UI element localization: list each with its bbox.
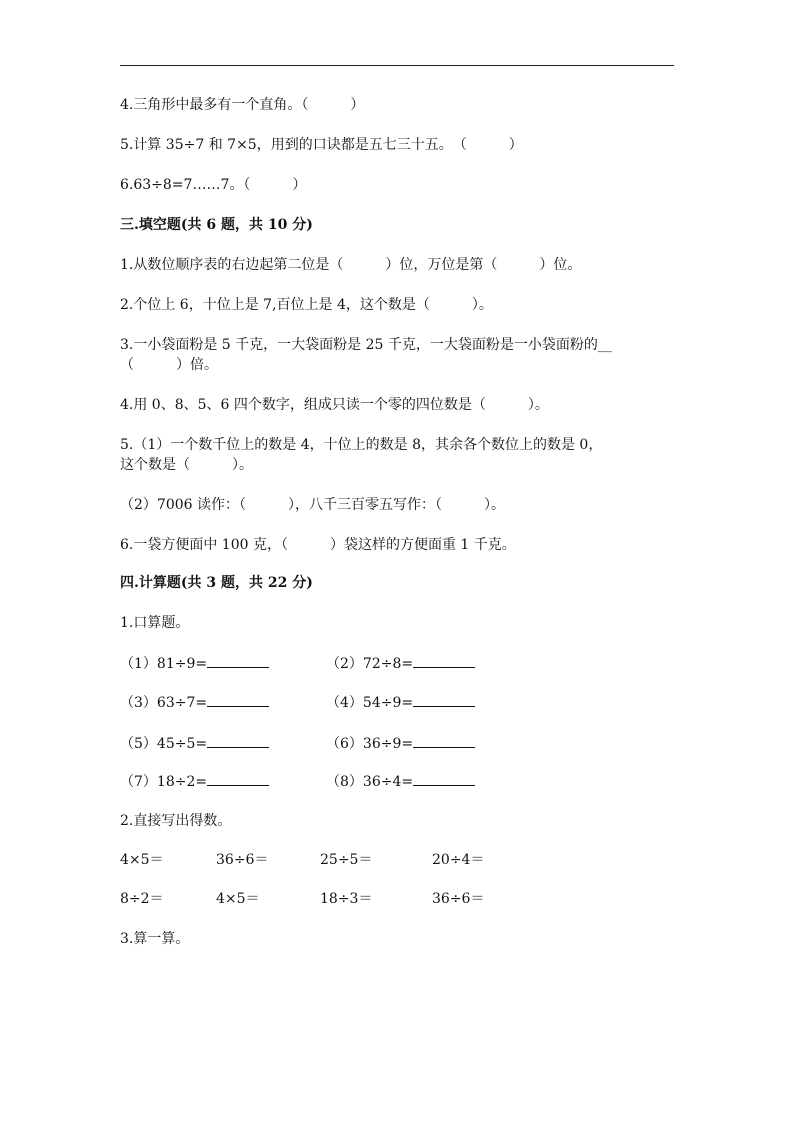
fill-q3-line2: （ ）倍。 (120, 357, 218, 373)
oral-expression: （4）54÷9= (326, 695, 414, 711)
fill-q5-line1: 5.（1）一个数千位上的数是 4，十位上的数是 8，其余各个数位上的数是 0， (120, 437, 603, 453)
calc-q2-title: 2.直接写出得数。 (120, 813, 232, 829)
answer-blank[interactable] (207, 653, 269, 668)
oral-item (120, 653, 269, 674)
answer-blank[interactable] (413, 771, 475, 786)
fill-q1: 1.从数位顺序表的右边起第二位是（ ）位，万位是第（ ）位。 (120, 257, 582, 273)
oral-expression: （2）72÷8= (326, 656, 414, 672)
oral-expression: （6）36÷9= (326, 736, 414, 752)
direct-item: 36÷6＝ (216, 852, 269, 868)
header-rule (120, 65, 674, 66)
judgement-q6: 6.63÷8=7……7。（ ） (120, 177, 307, 193)
answer-blank[interactable] (413, 653, 475, 668)
judgement-q4: 4.三角形中最多有一个直角。（ ） (120, 97, 365, 113)
answer-blank[interactable] (413, 692, 475, 707)
oral-item (120, 733, 269, 754)
fill-q4: 4.用 0、8、5、6 四个数字，组成只读一个零的四位数是（ ）。 (120, 397, 549, 413)
fill-q3-line1: 3.一小袋面粉是 5 千克，一大袋面粉是 25 千克，一大袋面粉是一小袋面粉的__ (120, 337, 612, 353)
fill-q5-part2: （2）7006 读作：（ ），八千三百零五写作：（ ）。 (120, 497, 505, 513)
fill-q5-line2: 这个数是（ ）。 (120, 457, 253, 473)
direct-item: 4×5＝ (216, 891, 260, 907)
oral-item (326, 653, 475, 674)
oral-item (326, 692, 475, 713)
answer-blank[interactable] (207, 771, 269, 786)
direct-item: 8÷2＝ (120, 891, 164, 907)
calc-q3-title: 3.算一算。 (120, 931, 190, 947)
oral-item (326, 733, 475, 754)
oral-expression: （8）36÷4= (326, 774, 414, 790)
oral-item (120, 692, 269, 713)
direct-item: 36÷6＝ (432, 891, 485, 907)
direct-item: 25÷5＝ (320, 852, 373, 868)
answer-blank[interactable] (413, 733, 475, 748)
oral-expression: （1）81÷9= (120, 656, 208, 672)
oral-item (326, 771, 475, 792)
fill-q6: 6.一袋方便面中 100 克，（ ）袋这样的方便面重 1 千克。 (120, 537, 516, 553)
calc-q1-title: 1.口算题。 (120, 615, 190, 631)
section-3-title: 三.填空题(共 6 题，共 10 分) (120, 217, 313, 233)
direct-item: 4×5＝ (120, 852, 164, 868)
fill-q2: 2.个位上 6，十位上是 7,百位上是 4，这个数是（ ）。 (120, 297, 493, 313)
answer-blank[interactable] (207, 733, 269, 748)
oral-expression: （5）45÷5= (120, 736, 208, 752)
judgement-q5: 5.计算 35÷7 和 7×5，用到的口诀都是五七三十五。 （ ） (120, 137, 523, 153)
direct-item: 20÷4＝ (432, 852, 485, 868)
oral-expression: （3）63÷7= (120, 695, 208, 711)
oral-item (120, 771, 269, 792)
oral-expression: （7）18÷2= (120, 774, 208, 790)
section-4-title: 四.计算题(共 3 题，共 22 分) (120, 575, 313, 591)
answer-blank[interactable] (207, 692, 269, 707)
direct-item: 18÷3＝ (320, 891, 373, 907)
